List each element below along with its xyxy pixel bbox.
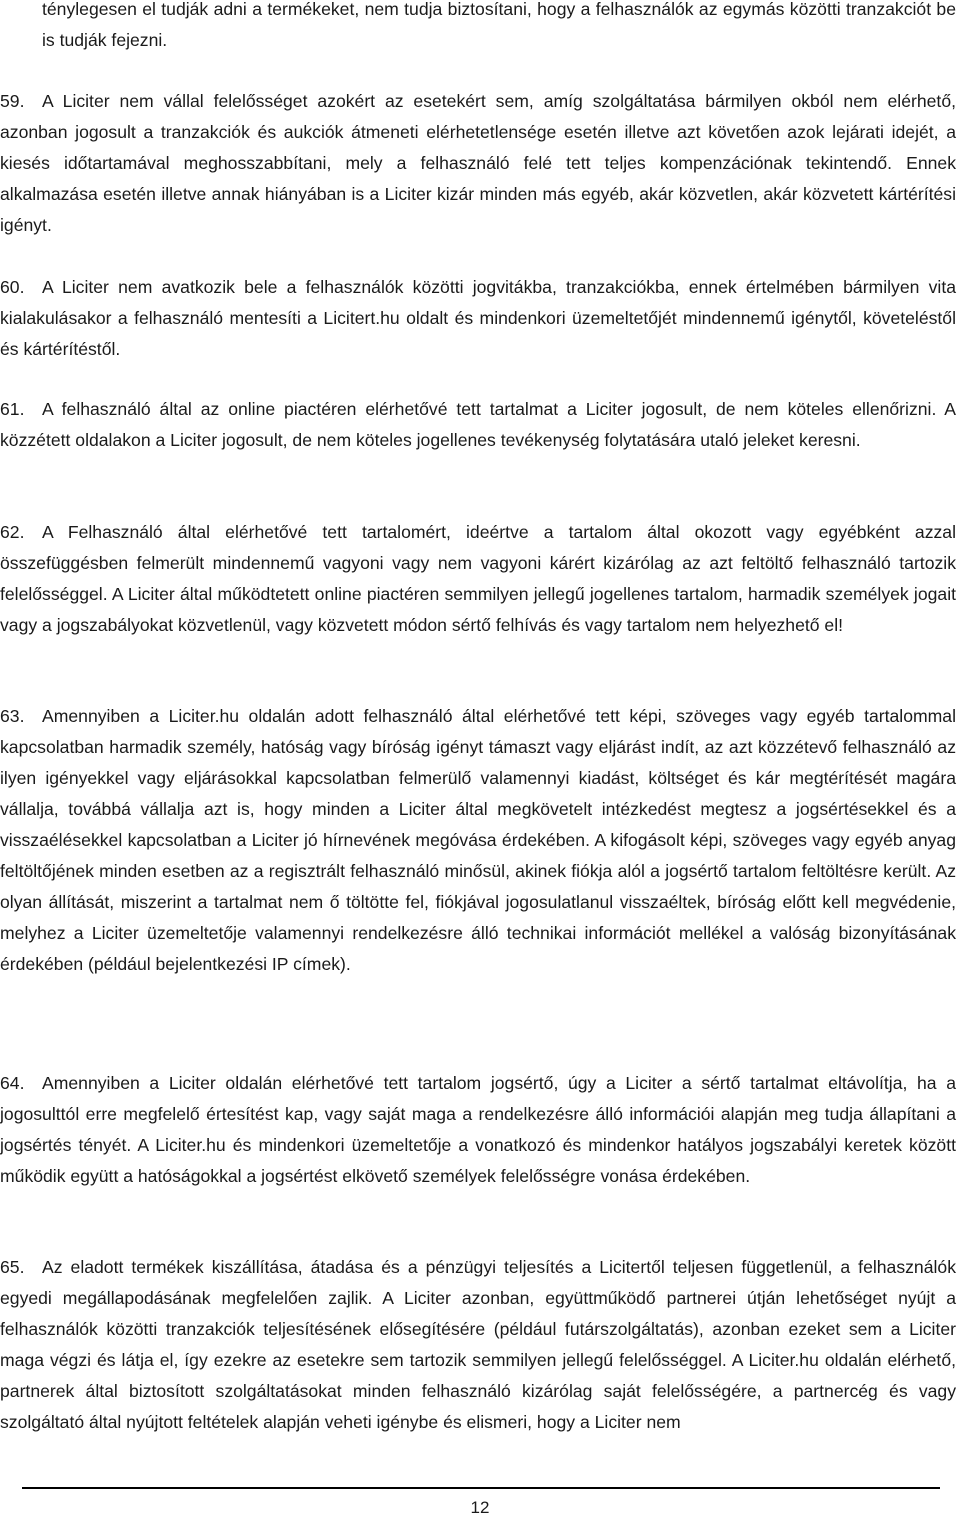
section-60	[0, 272, 956, 365]
section-text: Amennyiben a Liciter oldalán elérhetővé tett tartalom jogsértő, úgy a Liciter a sértő tartalmat eltávolítja, ha a jogosulttól erre megfelelő értesítést kap, vagy saját maga a rendelkezésre álló információi alapján meg tudja állapítani a jogsértés tényét. A Liciter.hu és mindenkori üzemeltetője a vonatkozó és mindenkor hatályos jogszabályi keretek között működik együtt a hatóságokkal a jogsértést elkövető személyek felelősségre vonása érdekében.	[0, 1073, 956, 1186]
page-number: 12	[470, 1498, 490, 1517]
section-65	[0, 1252, 956, 1438]
section-64	[0, 1068, 956, 1192]
intro-paragraph	[42, 0, 956, 56]
section-text: Az eladott termékek kiszállítása, átadása és a pénzügyi teljesítés a Licitertől teljesen függetlenül, a felhasználók egyedi megállapodásának megfelelően zajlik. A Liciter azonban, együttműködő partnerei útján lehetőséget nyújt a felhasználók közötti tranzakciók teljesítésének elősegítésére (például futárszolgáltatás), azonban ezeket sem a Liciter maga végzi és látja el, így ezekre az esetekre sem tartozik semmilyen jellegű felelősséggel. A Liciter.hu oldalán elérhető, partnerek által biztosított szolgáltatásokat minden felhasználó kizárólag saját felelősségére, a partnercég és vagy szolgáltató által nyújtott feltételek alapján veheti igénybe és elismeri, hogy a Liciter nem	[0, 1257, 956, 1432]
section-number: 64.	[0, 1073, 25, 1093]
section-number: 61.	[0, 399, 25, 419]
section-number: 65.	[0, 1257, 25, 1277]
section-number: 59.	[0, 91, 25, 111]
section-62	[0, 517, 956, 641]
section-59	[0, 86, 956, 241]
section-text: A Liciter nem vállal felelősséget azokért az esetekért sem, amíg szolgáltatása bármilyen okból nem elérhető, azonban jogosult a tranzakciók és aukciók átmeneti elérhetetlensége esetén illetve azt követően azok lejárati idejét, a kiesés időtartamával meghosszabbítani, mely a felhasználó felé tett teljes kompenzációnak tekintendő. Ennek alkalmazása esetén illetve annak hiányában is a Liciter kizár minden más egyéb, akár közvetlen, akár közvetett kártérítési igényt.	[0, 91, 956, 235]
intro-text: ténylegesen el tudják adni a termékeket, nem tudja biztosítani, hogy a felhasználók az egymás közötti tranzakciót be is tudják fejezni.	[42, 0, 956, 50]
section-text: A Felhasználó által elérhetővé tett tartalomért, ideértve a tartalom által okozott vagy egyébként azzal összefüggésben felmerült mindennemű vagyoni vagy nem vagyoni kárért kizárólag az azt feltöltő felhasználó tartozik felelősséggel. A Liciter által működtetett online piactéren semmilyen jellegű jogellenes tartalom, harmadik személyek jogait vagy a jogszabályokat közvetlenül, vagy közvetett módon sértő felhívás és vagy tartalom nem helyezhető el!	[0, 522, 956, 635]
section-number: 63.	[0, 706, 25, 726]
section-text: A felhasználó által az online piactéren elérhetővé tett tartalmat a Liciter jogosult, de nem köteles ellenőrizni. A közzétett oldalakon a Liciter jogosult, de nem köteles jogellenes tevékenység folytatására utaló jeleket keresni.	[0, 399, 956, 450]
footer-divider	[22, 1487, 940, 1489]
section-number: 60.	[0, 277, 25, 297]
section-text: Amennyiben a Liciter.hu oldalán adott felhasználó által elérhetővé tett képi, szöveges vagy egyéb tartalommal kapcsolatban harmadik személy, hatóság vagy bíróság igényt támaszt vagy eljárást indít, az azt közzétevő felhasználó az ilyen igényekkel vagy eljárásokkal kapcsolatban felmerülő valamennyi kiadást, költséget és kár megtérítését magára vállalja, továbbá vállalja azt is, hogy minden a Liciter által megkövetelt intézkedést megtesz a jogsértésekkel és a visszaélésekkel kapcsolatban a Liciter jó hírnevének megóvása érdekében. A kifogásolt képi, szöveges vagy egyéb anyag feltöltőjének minden esetben az a regisztrált felhasználó minősül, akinek fiókja alól a jogsértő tartalom feltöltésre került. Az olyan állítását, miszerint a tartalmat nem ő töltötte fel, fiókjával jogosulatlanul visszaéltek, bíróság előtt kell megvédenie, melyhez a Liciter üzemeltetője valamennyi rendelkezésre álló technikai információt mellékel a valóság bizonyításának érdekében (például bejelentkezési IP címek).	[0, 706, 956, 974]
section-61	[0, 394, 956, 456]
section-number: 62.	[0, 522, 25, 542]
section-text: A Liciter nem avatkozik bele a felhasználók közötti jogvitákba, tranzakciókba, ennek értelmében bármilyen vita kialakulásakor a felhasználó mentesíti a Licitert.hu oldalt és mindenkori üzemeltetőjét mindennemű igénytől, követeléstől és kártérítéstől.	[0, 277, 956, 359]
section-63	[0, 701, 956, 980]
